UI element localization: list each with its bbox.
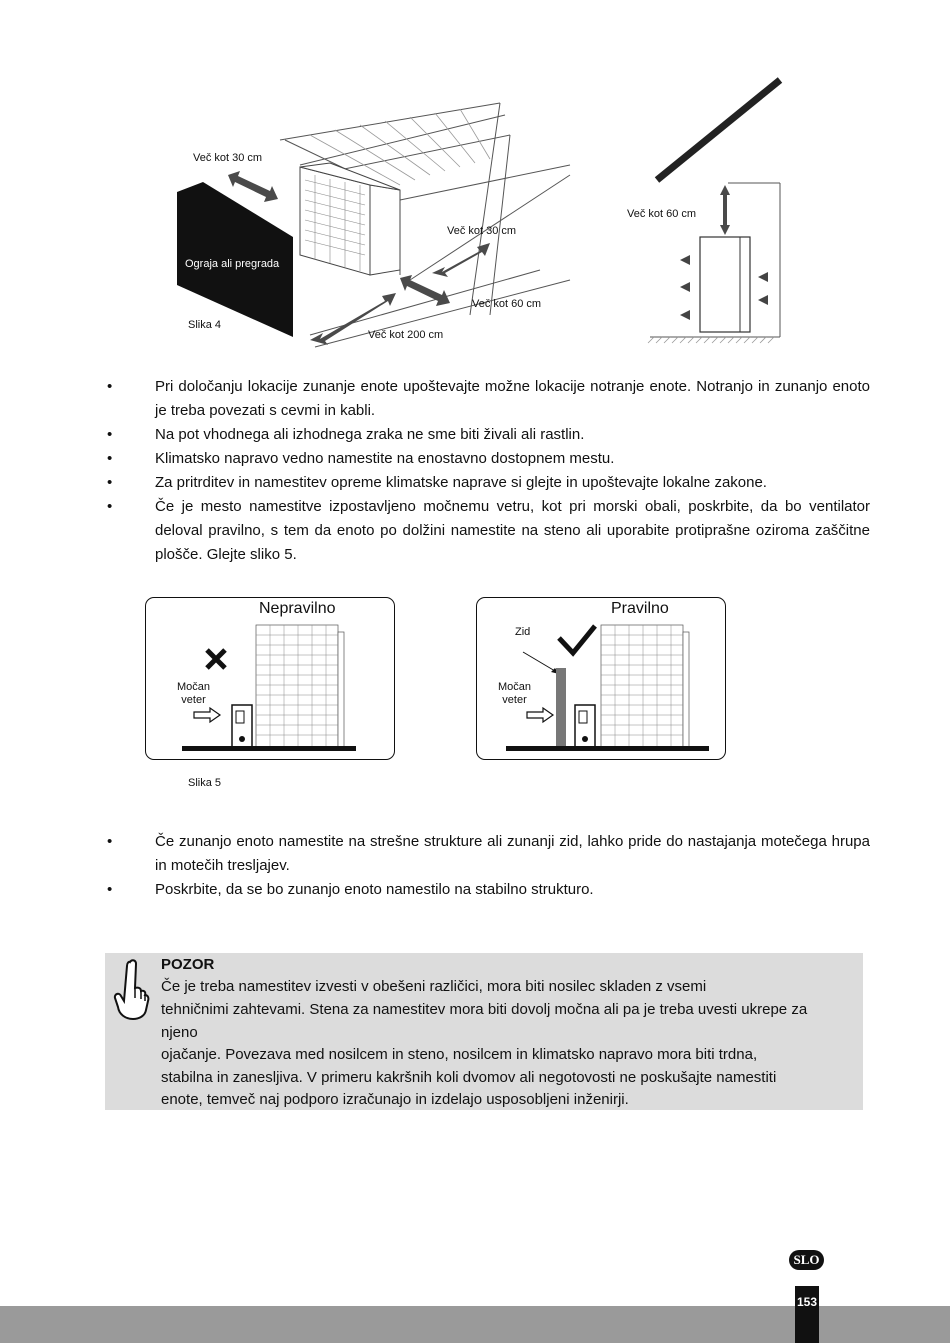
cross-mark-icon <box>207 650 225 668</box>
list-item: • Če je mesto namestitve izpostavljeno močnemu vetru, kot pri morski obali, poskrbite, da bo ventilator deloval pravilno, s tem da enoto po dolžini namestite na steno ali uporabite protiprašne oziroma zaščitne plošče. Glejte sliko 5. <box>107 498 870 563</box>
warning-text-line: ojačanje. Povezava med nosilcem in steno, nosilcem in klimatsko napravo mora biti trdna, <box>161 1046 758 1063</box>
figure-5-wrong-panel <box>145 597 395 760</box>
check-mark-icon <box>559 626 595 653</box>
list-item: • Na pot vhodnega ali izhodnega zraka ne sme biti živali ali rastlin. <box>107 426 585 443</box>
page-number: 153 <box>795 1286 819 1343</box>
figure-4-caption: Slika 4 <box>188 319 222 331</box>
wrong-title: Nepravilno <box>259 600 336 617</box>
label-fence: Ograja ali pregrada <box>185 258 280 270</box>
label-right-30cm: Več kot 30 cm <box>447 225 517 237</box>
wind-label: Močan veter <box>177 681 211 706</box>
warning-text-line: Če je treba namestitev izvesti v obešeni različici, mora biti nosilec skladen z vsemi <box>161 978 707 995</box>
installation-clearance-illustration <box>160 75 790 365</box>
warning-text-line: tehničnimi zahtevami. Stena za namestitev mora biti dovolj močna ali pa je treba uvesti ukrepe za <box>161 1001 808 1018</box>
language-badge: SLO <box>789 1250 824 1270</box>
label-bottom-200cm: Več kot 200 cm <box>368 329 444 341</box>
pointing-hand-icon <box>111 958 151 1020</box>
figure-5-right-panel <box>476 597 726 760</box>
warning-text-line: njeno <box>161 1024 198 1041</box>
figure-5-caption: Slika 5 <box>188 777 222 789</box>
list-item: • Klimatsko napravo vedno namestite na enostavno dostopnem mestu. <box>107 450 615 467</box>
correct-installation-illustration <box>477 598 725 759</box>
list-item: • Pri določanju lokacije zunanje enote upoštevajte možne lokacije notranje enote. Notranjo in zunanjo enoto je treba povezati s cevmi in kabli. <box>107 378 870 419</box>
wall-label: Zid <box>515 626 531 638</box>
bullet-list-location <box>105 375 870 567</box>
label-top-30cm: Več kot 30 cm <box>193 152 263 164</box>
wrong-installation-illustration <box>146 598 394 759</box>
wind-label: Močan veter <box>498 681 532 706</box>
label-bottom-60cm: Več kot 60 cm <box>472 298 542 310</box>
list-item: • Poskrbite, da se bo zunanjo enoto namestilo na stabilno strukturo. <box>107 881 594 898</box>
bullet-list-structure <box>105 830 870 902</box>
warning-text-line: stabilna in zanesljiva. V primeru kakršnih koli dvomov ali negotovosti ne poskušajte namestiti <box>161 1069 777 1086</box>
warning-box <box>105 953 863 1110</box>
right-title: Pravilno <box>611 600 669 617</box>
list-item: • Če zunanjo enoto namestite na strešne strukture ali zunanji zid, lahko pride do nastajanja motečega hrupa in motečih tresljajev. <box>107 833 870 874</box>
protective-wall <box>556 668 566 747</box>
label-side-60cm: Več kot 60 cm <box>627 208 697 220</box>
warning-title: POZOR <box>161 956 215 973</box>
warning-text-line: enote, temveč naj podporo izračunajo in izdelajo usposobljeni inženirji. <box>161 1091 629 1108</box>
list-item: • Za pritrditev in namestitev opreme klimatske naprave si glejte in upoštevajte lokalne zakone. <box>107 474 767 491</box>
figure-4 <box>160 75 790 365</box>
